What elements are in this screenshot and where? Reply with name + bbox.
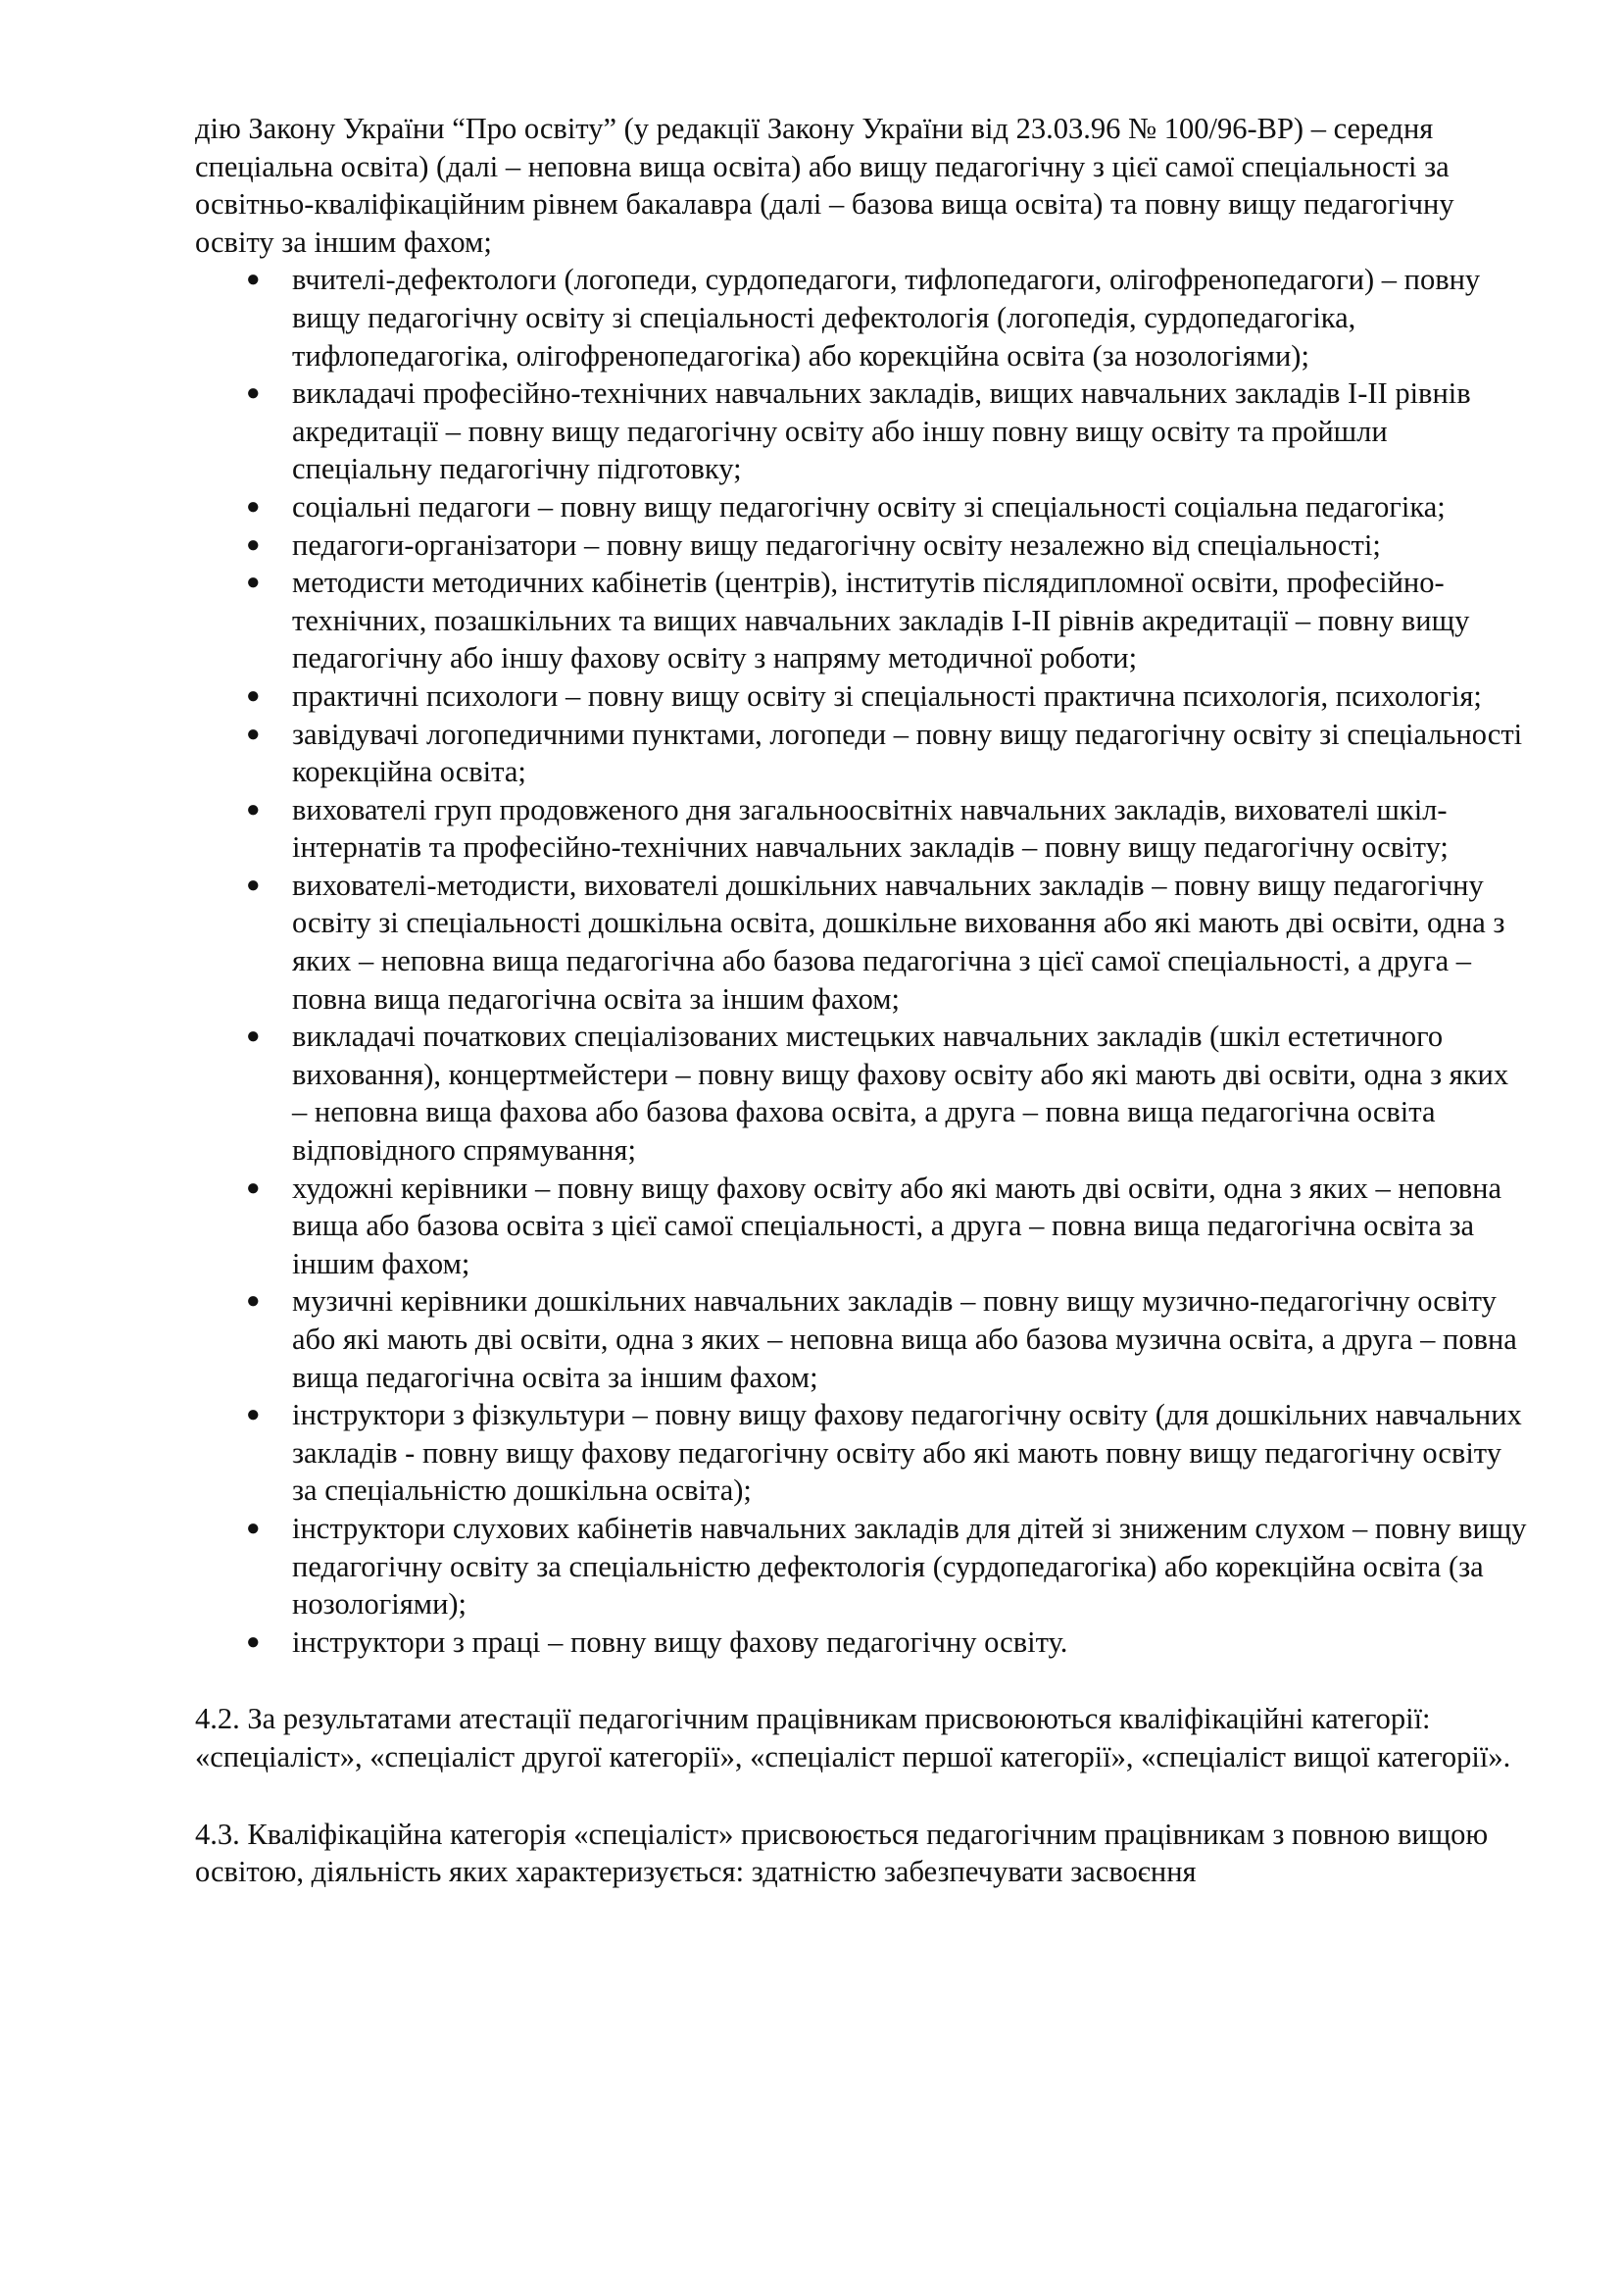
list-item-text: методисти методичних кабінетів (центрів), інститутів післядипломної освіти, професійно-технічних, позашкільних та вищих навчальних закладів І-ІІ рівнів акредитації – повну вищу педагогічну або іншу фахову освіту з напряму методичної роботи;	[292, 566, 1470, 675]
list-item	[195, 1282, 1528, 1396]
list-item-text: практичні психологи – повну вищу освіту зі спеціальності практична психологія, психологія;	[292, 678, 1482, 713]
list-item-text: викладачі професійно-технічних навчальних закладів, вищих навчальних закладів І-ІІ рівнів акредитації – повну вищу педагогічну освіту або іншу повну вищу освіту та пройшли спеціальну педагогічну підготовку;	[292, 376, 1471, 486]
list-item	[195, 677, 1528, 716]
list-item	[195, 488, 1528, 526]
list-item-text: музичні керівники дошкільних навчальних закладів – повну вищу музично-педагогічну освіту або які мають дві освіти, одна з яких – неповна вища або базова музична освіта, а друга – повна вища педагогічна освіта за іншим фахом;	[292, 1284, 1517, 1394]
bullet-icon: ●	[246, 380, 261, 407]
list-item-text: інструктори з фізкультури – повну вищу фахову педагогічну освіту (для дошкільних навчальних закладів - повну вищу фахову педагогічну освіту або які мають повну вищу педагогічну освіту за спеціальністю дошкільна освіта);	[292, 1398, 1522, 1508]
bullet-icon: ●	[246, 493, 261, 520]
bullet-icon: ●	[246, 570, 261, 596]
bullet-icon: ●	[246, 1515, 261, 1541]
bullet-icon: ●	[246, 267, 261, 293]
bullet-icon: ●	[246, 531, 261, 558]
bullet-icon: ●	[246, 1288, 261, 1315]
list-item-text: завідувачі логопедичними пунктами, логопеди – повну вищу педагогічну освіту зі спеціальності корекційна освіта;	[292, 717, 1523, 789]
list-item-text: інструктори слухових кабінетів навчальних закладів для дітей зі зниженим слухом – повну вищу педагогічну освіту за спеціальністю дефектологія (сурдопедагогіка) або корекційна освіта (за нозологіями);	[292, 1511, 1527, 1622]
list-item-text: соціальні педагоги – повну вищу педагогічну освіту зі спеціальності соціальна педагогіка;	[292, 489, 1446, 524]
list-item	[195, 261, 1528, 374]
bullet-icon: ●	[246, 1628, 261, 1655]
qualification-requirements-list	[195, 261, 1528, 1661]
bullet-icon: ●	[246, 796, 261, 823]
list-item-text: педагоги-організатори – повну вищу педагогічну освіту незалежно від спеціальності;	[292, 527, 1381, 562]
bullet-icon: ●	[246, 872, 261, 898]
paragraph-4-3: 4.3. Кваліфікаційна категорія «спеціаліст» присвоюється педагогічним працівникам з повною вищою освітою, діяльність яких характеризується: здатністю забезпечувати засвоєння	[195, 1817, 1489, 1889]
list-item	[195, 867, 1528, 1018]
list-item-text: вихователі груп продовженого дня загальноосвітніх навчальних закладів, вихователі шкіл-інтернатів та професійно-технічних навчальних закладів – повну вищу педагогічну освіту;	[292, 792, 1449, 865]
list-item-text: інструктори з праці – повну вищу фахову педагогічну освіту.	[292, 1624, 1068, 1659]
list-item	[195, 791, 1528, 867]
intro-continuation-text: дію Закону України “Про освіту” (у редакції Закону України від 23.03.96 № 100/96-ВР) – середня спеціальна освіта) (далі – неповна вища освіта) або вищу педагогічну з цієї самої спеціальності за освітньо-кваліфікаційним рівнем бакалавра (далі – базова вища освіта) та повну вищу педагогічну освіту за іншим фахом;	[195, 112, 1454, 259]
list-item	[195, 1018, 1528, 1169]
list-item-text: вихователі-методисти, вихователі дошкільних навчальних закладів – повну вищу педагогічну освіту зі спеціальності дошкільна освіта, дошкільне виховання або які мають дві освіти, одна з яких – неповна вища педагогічна або базова педагогічна з цієї самої спеціальності, а друга – повна вища педагогічна освіта за іншим фахом;	[292, 868, 1505, 1016]
list-item	[195, 1396, 1528, 1510]
bullet-icon: ●	[246, 682, 261, 709]
list-item-text: художні керівники – повну вищу фахову освіту або які мають дві освіти, одна з яких – неповна вища або базова освіта з цієї самої спеціальності, а друга – повна вища педагогічна освіта за іншим фахом;	[292, 1171, 1502, 1280]
bullet-icon: ●	[246, 1023, 261, 1050]
list-item	[195, 564, 1528, 677]
list-item-text: вчителі-дефектологи (логопеди, сурдопедагоги, тифлопедагоги, олігофренопедагоги) – повну вищу педагогічну освіту зі спеціальності дефектологія (логопедія, сурдопедагогіка, тифлопедагогіка, олігофренопедагогіка) або корекційна освіта (за нозологіями);	[292, 263, 1481, 373]
bullet-icon: ●	[246, 1174, 261, 1201]
bullet-icon: ●	[246, 721, 261, 747]
bullet-icon: ●	[246, 1402, 261, 1428]
list-item	[195, 1623, 1528, 1662]
list-item-text: викладачі початкових спеціалізованих мистецьких навчальних закладів (шкіл естетичного виховання), концертмейстери – повну вищу фахову освіту або які мають дві освіти, одна з яких – неповна вища фахова або базова фахова освіта, а друга – повна вища педагогічна освіта відповідного спрямування;	[292, 1020, 1509, 1168]
list-item	[195, 526, 1528, 565]
paragraph-4-2: 4.2. За результатами атестації педагогічним працівникам присвоюються кваліфікаційні категорії: «спеціаліст», «спеціаліст другої категорії», «спеціаліст першої категорії», «спеціаліст вищої категорії».	[195, 1702, 1511, 1773]
list-item	[195, 1510, 1528, 1623]
list-item	[195, 716, 1528, 791]
page-content	[195, 110, 1528, 1891]
list-item	[195, 1170, 1528, 1283]
list-item	[195, 374, 1528, 488]
